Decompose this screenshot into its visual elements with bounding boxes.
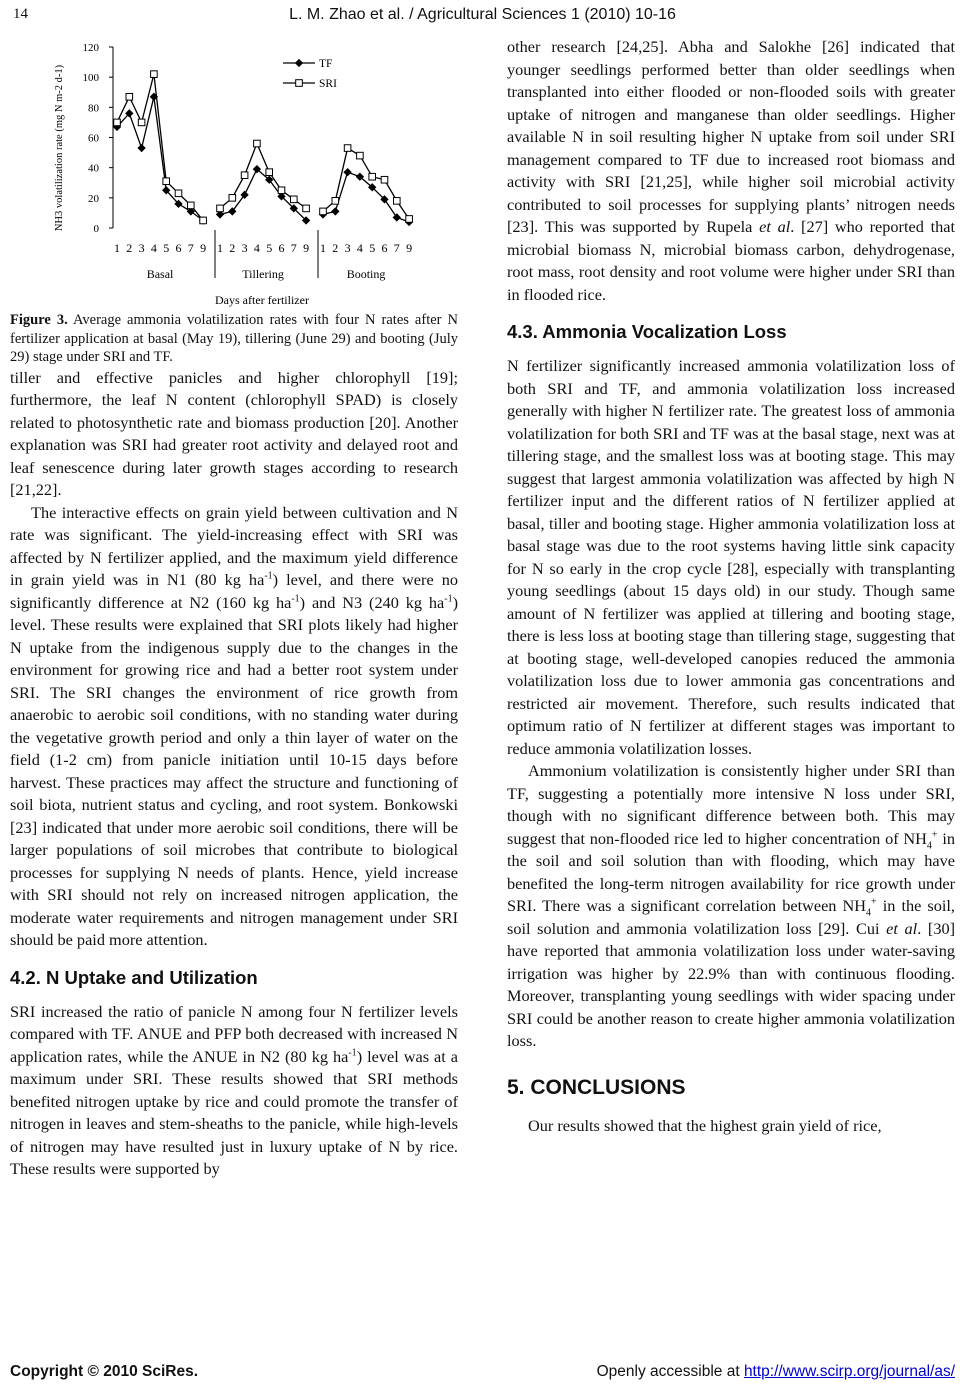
x-tick-label: 9 <box>200 241 207 255</box>
legend-label: TF <box>319 58 333 70</box>
x-tick-label: 9 <box>303 241 310 255</box>
data-point-tf <box>393 214 400 221</box>
paragraph: The interactive effects on grain yield between cultivation and N rate was significant. The yield-increasing effect with SRI was affected by N fertilizer applied, and the maximum yield difference in grain yield was in N1 (80 kg $ha^{-1}$) level, and there were no significantly difference at N2 (160 kg $ha^{-1}$) and N3 (240 kg $ha^{-1}$) level. These results were explained that SRI plots likely had higher N uptake from the indigenous supply due to the changes in the environment for growing rice and had a better root system under SRI. The SRI changes the environment of rice growth from anaerobic to aerobic soil conditions, with no standing water during the vegetative growth period and only a thin layer of water on the field (1-2 cm) from panicle initiation until 10-15 days before harvest. These practices may affect the structure and functioning of soil biota, nutrient status and cycling, and root system. Bonkowski [23] indicated that under more aerobic soil conditions, there will be larger populations of soil microbes that contribute to biological processes for supplying N needs of plants. Hence, yield increase with SRI should not rely on increased nitrogen application, the moderate water requirements and nitrogen management under SRI should be paid more attention. <box>10 502 459 949</box>
x-tick-label: 7 <box>187 241 194 255</box>
data-point-sri <box>217 205 224 212</box>
group-label: Basal <box>146 267 174 281</box>
x-tick-label: 3 <box>241 241 248 255</box>
data-point-sri <box>320 208 327 215</box>
y-tick-label: 0 <box>93 223 99 235</box>
figure-caption <box>10 311 458 367</box>
data-point-tf <box>295 59 302 66</box>
data-point-sri <box>114 119 121 126</box>
x-tick-label: 6 <box>278 241 285 255</box>
y-tick-label: 120 <box>82 42 99 54</box>
x-tick-label: 4 <box>253 241 260 255</box>
data-point-sri <box>369 173 376 180</box>
access-note: Openly accessible at http://www.scirp.org/journal/as/ <box>596 1363 955 1380</box>
data-point-sri <box>175 190 182 197</box>
x-tick-label: 5 <box>163 241 170 255</box>
x-tick-label: 6 <box>175 241 182 255</box>
data-point-sri <box>381 176 388 183</box>
x-tick-label: 6 <box>381 241 388 255</box>
data-point-sri <box>278 187 285 194</box>
copyright: Copyright © 2010 SciRes. <box>10 1363 199 1380</box>
legend-label: SRI <box>319 78 337 90</box>
x-axis-label: Days after fertilizer <box>215 293 309 307</box>
paragraph: Our results showed that the highest grain yield of rice, <box>528 1115 882 1135</box>
journal-link[interactable]: http://www.scirp.org/journal/as/ <box>743 1363 955 1380</box>
paragraph: tiller and effective panicles and higher chlorophyll [19]; furthermore, the leaf N content (chlorophyll SPAD) is closely related to photosynthetic rate and biomass production [20]. Another explanation was SRI had greater root activity and delayed root and leaf senescence during later growth stages according to research [21,22]. <box>10 367 458 499</box>
data-point-sri <box>229 195 236 202</box>
page-header <box>0 6 965 32</box>
x-tick-label: 2 <box>126 241 133 255</box>
figure-3-chart <box>10 36 458 311</box>
x-tick-label: 2 <box>229 241 236 255</box>
x-tick-label: 4 <box>150 241 157 255</box>
caption-text: Average ammonia volatilization rates with four N rates after N fertilizer application at basal (May 19), tillering (June 29) and booting (July 29) stage under SRI and TF. <box>10 312 459 365</box>
x-tick-label: 9 <box>406 241 413 255</box>
page-number: 14 <box>13 6 28 22</box>
data-point-tf <box>138 144 145 151</box>
x-tick-label: 5 <box>369 241 376 255</box>
paragraph: other research [24,25]. Abha and Salokhe [26] indicated that younger seedlings performed better than older seedlings when transplanted into either flooded or non-flooded soils with greater uptake of nitrogen and manganese than older seedlings. Higher available N in soil resulting higher N uptake from soil under SRI management compared to TF due to increased root biomass and activity with SRI [21,25], while higher soil microbial activity contributed to soil processes for supplying plants’ nitrogen needs [23]. This was supported by Rupela et al. [27] who reported that microbial biomass N, microbial biomass carbon, dehydrogenase, root mass, root density and root volume were higher under SRI than in flooded rice. <box>507 37 956 304</box>
data-point-sri <box>138 119 145 126</box>
x-tick-label: 7 <box>393 241 400 255</box>
y-tick-label: 20 <box>88 192 99 205</box>
right-column <box>507 36 955 1137</box>
x-tick-label: 3 <box>344 241 351 255</box>
data-point-sri <box>151 71 158 78</box>
x-tick-label: 3 <box>138 241 145 255</box>
data-point-sri <box>344 145 351 152</box>
caption-label: Figure 3. <box>10 312 68 328</box>
data-point-sri <box>332 198 339 205</box>
left-column <box>10 36 458 1181</box>
data-point-sri <box>357 152 364 159</box>
running-title: L. M. Zhao et al. / Agricultural Sciences 1 (2010) 10-16 <box>289 6 676 23</box>
data-point-sri <box>254 140 261 147</box>
data-point-sri <box>406 216 413 223</box>
x-tick-label: 1 <box>217 241 223 255</box>
x-tick-label: 5 <box>266 241 273 255</box>
group-label: Booting <box>346 267 386 281</box>
data-point-sri <box>296 80 303 87</box>
section-heading: 4.2. N Uptake and Utilization <box>10 966 258 988</box>
x-tick-label: 1 <box>320 241 326 255</box>
data-point-sri <box>126 93 133 100</box>
paragraph: N fertilizer significantly increased ammonia volatilization loss of both SRI and TF, and ammonia volatilization loss increased generally with higher N fertilizer rate. The greatest loss of ammonia volatilization for both SRI and TF was at the basal stage, next was at tillering stage, and the smallest loss was at booting stage. This may suggest that largest ammonia volatilization was affected by high N fertilizer input and the different ratios of N fertilizer applied at basal, tiller and booting stage. Higher ammonia volatilization loss at basal stage was due to the root systems having little sink capacity for N so early in the crop cycle [28], especially with transplanting young seedlings (about 15 days old) in our study. Though same amount of N fertilizer was applied at tillering and booting stage, there is less loss at booting stage than tillering stage, suggesting that at booting stage, well-developed canopies reduced the ammonia volatilization loss due to lower ammonia gas concentrations and restricted air movement. Therefore, such results indicated that optimum ratio of N fertilizer at different stages was important to reduce ammonia volatilization losses. <box>507 356 955 758</box>
x-tick-label: 2 <box>332 241 339 255</box>
data-point-sri <box>241 172 248 179</box>
data-point-sri <box>394 198 401 205</box>
x-tick-label: 4 <box>356 241 363 255</box>
y-tick-label: 40 <box>88 162 99 175</box>
group-label: Tillering <box>242 267 284 281</box>
data-point-sri <box>188 202 195 209</box>
data-point-tf <box>332 208 339 215</box>
paragraph: SRI increased the ratio of panicle N among four N fertilizer levels compared with TF. ANUE and PFP both decreased with increased N application rates, while the ANUE in N2 (80 kg $ha^{-1}$) level was at a maximum under SRI. These results showed that SRI methods benefited nitrogen uptake by rice and could promote the transfer of nitrogen in leaves and stem-sheaths to the panicle, while high-levels of nitrogen may have resulted just in luxury uptake of N by rice. These results were supported by <box>10 1001 459 1178</box>
x-tick-label: 1 <box>114 241 120 255</box>
section-heading: 5. CONCLUSIONS <box>507 1075 686 1099</box>
data-point-sri <box>200 217 207 224</box>
data-point-sri <box>163 178 170 185</box>
y-tick-label: 60 <box>88 132 99 145</box>
data-point-tf <box>344 169 351 176</box>
page-footer <box>0 1363 965 1383</box>
data-point-sri <box>266 169 273 176</box>
paragraph: Ammonium volatilization is consistently higher under SRI than TF, suggesting a potentially more intensive N loss under SRI, though with no significant difference between both. This may suggest that non-flooded rice led to higher concentration of $NH_4^+$ in the soil and soil solution than with flooding, which may have benefited the long-term nitrogen availability for rice growth under SRI. There was a significant correlation between $NH_4^+$ in the soil, soil solution and ammonia volatilization loss [29]. Cui et al. [30] have reported that ammonia volatilization loss under water-saving irrigation was higher by 22.9% than with continuous flooding. Moreover, transplanting young seedlings with wider spacing under SRI could be another reason to create higher ammonia volatilization loss. <box>507 761 956 1050</box>
y-tick-label: 100 <box>82 72 99 85</box>
y-tick-label: 80 <box>88 102 99 115</box>
data-point-sri <box>291 196 298 203</box>
data-point-sri <box>303 205 310 212</box>
y-axis-label: NH3 volatilization rate (mg N m-2 d-1) <box>54 64 65 232</box>
x-tick-label: 7 <box>290 241 297 255</box>
section-heading: 4.3. Ammonia Vocalization Loss <box>507 321 787 342</box>
